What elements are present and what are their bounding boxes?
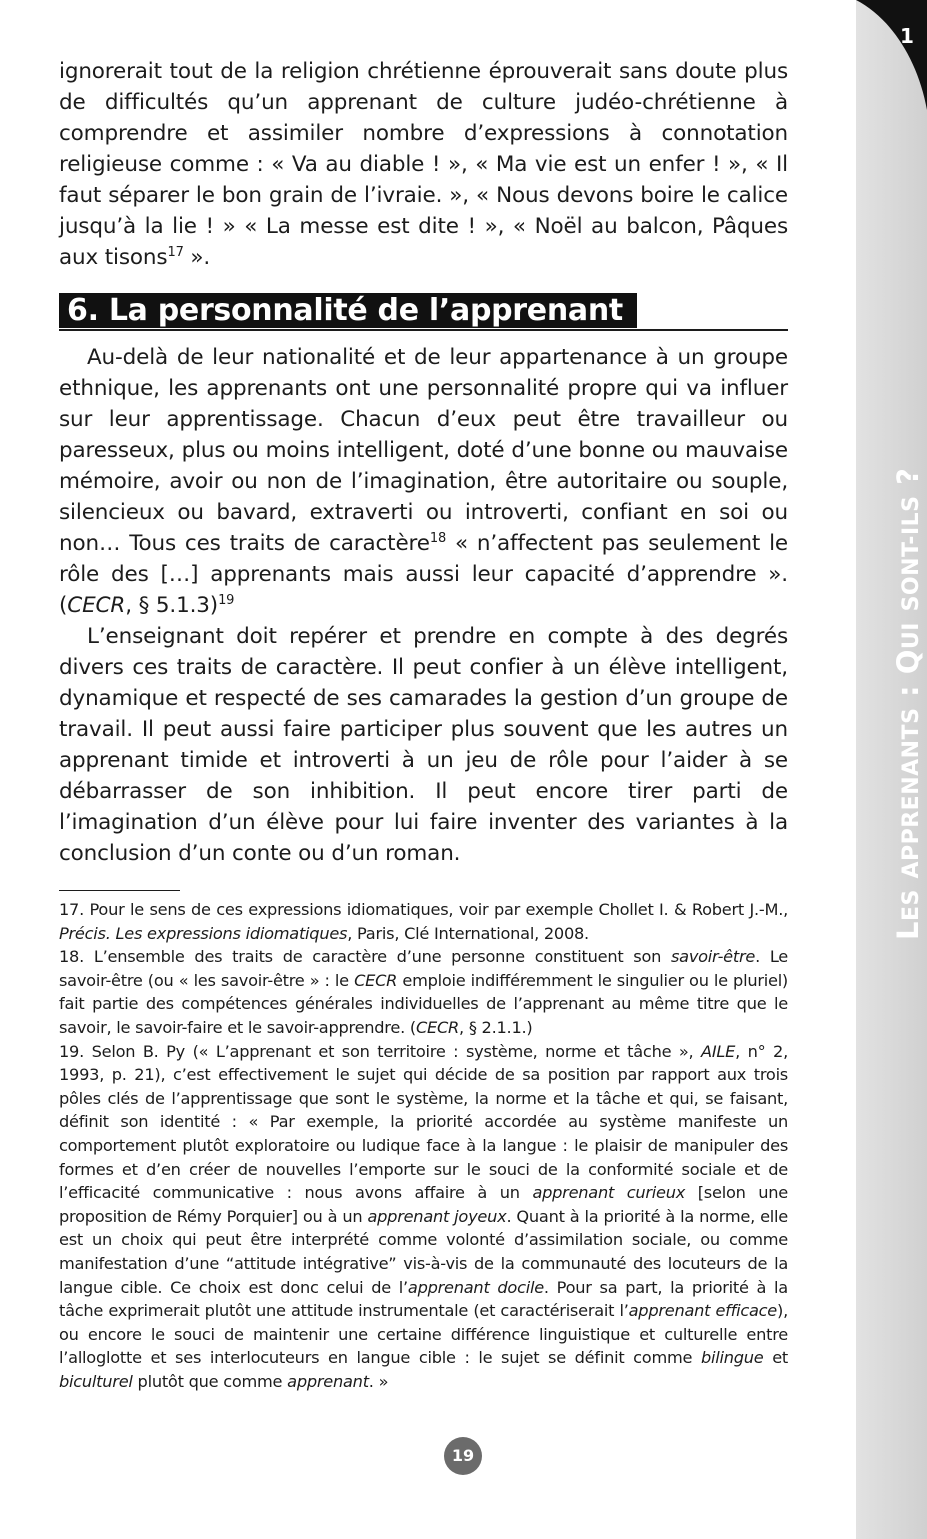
section-heading-bar [59, 293, 788, 331]
fn19-italic-8: apprenant [287, 1371, 369, 1391]
chapter-title-ui: UI [899, 622, 924, 650]
intro-paragraph [59, 56, 788, 273]
section-paragraph-2: L’enseignant doit repérer et prendre en compte à des degrés divers ces traits de caractère. Il peut confier à un élève intelligent, dynamique et respecté de ses camarades la gestion d’un groupe de travail. Il peut aussi faire participer plus souvent que les autres un apprenant timide et introverti à un jeu de rôle pour l’aider à se débarrasser de son inhibition. Il peut encore tirer parti de l’imagination d’un élève pour lui faire inventer des variantes à la conclusion d’un conte ou d’un roman. [59, 624, 788, 866]
footnote-19 [59, 1040, 788, 1394]
chapter-number: 1 [900, 24, 914, 48]
p1-text-2: « n’affectent pas seulement le rôle des […] apprenants mais aussi leur capacité d’apprendre ». ( [59, 531, 788, 618]
fn18-text-d: , § 2.1.1.) [459, 1017, 533, 1037]
fn17-text-b: , Paris, Clé International, 2008. [347, 923, 589, 943]
footnote-ref-18: 18 [429, 531, 447, 546]
chapter-title-initial-l: L [891, 921, 925, 940]
fn19-italic-7: biculturel [59, 1371, 133, 1391]
chapter-title-colon: : [891, 684, 925, 697]
fn18-text-c: emploie indifféremment le singulier ou le pluriel) fait partie des compétences générales individuelles de l’apprenant au même titre que le savoir, le savoir-faire et le savoir-apprendre. ( [59, 970, 789, 1037]
fn18-text-a: 18. L’ensemble des traits de caractère d’une personne constituent son [59, 947, 671, 967]
section-paragraph-1 [59, 342, 788, 621]
p1-text-3: , § 5.1.3) [125, 593, 219, 618]
chapter-title-sont-ils: SONT-ILS [899, 495, 924, 612]
fn19-text-h: plutôt que comme [132, 1371, 288, 1391]
chapter-title-question-mark: ? [891, 467, 925, 485]
footnote-17 [59, 898, 788, 945]
chapter-title-initial-q: Q [891, 649, 925, 675]
fn19-text-a: 19. Selon B. Py (« L’apprenant et son territoire : système, norme et tâche », [59, 1041, 702, 1061]
fn19-text-d: . Quant à la priorité à la norme, elle est un choix qui peut être interprété comme volonté d’assimilation sociale, ou comme manifestation d’une “attitude intégrative” vis-à-vis de la communauté des locuteurs de la langue cible. Ce choix est donc celui de l’ [59, 1206, 789, 1297]
fn19-text-i: . » [368, 1371, 389, 1391]
fn18-text-b: . Le savoir-être (ou « les savoir-être » : le [59, 947, 789, 990]
fn18-italic-1: savoir-être [670, 947, 756, 967]
fn17-text-a: 17. Pour le sens de ces expressions idiomatiques, voir par exemple Chollet I. & Robert J.-M., [59, 900, 788, 919]
fn19-italic-5: apprenant efficace [628, 1301, 778, 1321]
fn17-title: Précis. Les expressions idiomatiques [59, 923, 348, 943]
chapter-corner-tab [856, 0, 927, 110]
fn19-italic-2: apprenant curieux [532, 1183, 686, 1203]
p1-text-1: Au-delà de leur nationalité et de leur appartenance à un groupe ethnique, les apprenants ont une personnalité propre qui va influer sur leur apprentissage. Chacun d’eux peut être travailleur ou paresseux, plus ou moins intelligent, doté d’une bonne ou mauvaise mémoire, avoir ou non de l’imagination, être autoritaire ou souple, silencieux ou bavard, extraverti ou introverti, confiant en soi ou non… Tous ces traits de caractère [59, 345, 788, 556]
fn19-italic-3: apprenant joyeux [367, 1206, 507, 1226]
footnote-ref-17: 17 [167, 245, 184, 260]
fn18-italic-3: CECR [415, 1017, 460, 1037]
fn19-text-e: . Pour sa part, la priorité à la tâche exprimerait plutôt une attitude instrumentale (et caractériserait l’ [59, 1277, 788, 1321]
chapter-title-vertical [891, 468, 925, 940]
footnote-ref-19: 19 [218, 593, 235, 608]
fn19-italic-6: bilingue [700, 1348, 764, 1368]
intro-end: ». [183, 245, 211, 270]
page-number: 19 [444, 1437, 482, 1475]
footnote-18 [59, 945, 788, 1039]
section-body [59, 342, 788, 869]
fn19-text-b: , n° 2, 1993, p. 21), c’est effectivement le sujet qui décide de sa position par rapport aux trois pôles clés de l’apprentissage que sont le système, la norme et la tâche et qui, se faisant, définit son identité : « Par exemple, la priorité accordée au système manifeste un comportement plutôt exploratoire ou ludique face à la langue : le plaisir de manipuler des formes et d’en créer de nouvelles l’emporte sur le souci de la conformité sociale et de l’efficacité communicative : nous avons affaire à un [59, 1041, 788, 1203]
p1-cecr: CECR [67, 593, 126, 618]
fn19-text-f: ), ou encore le souci de maintenir une certaine différence linguistique et culturelle entre l’alloglotte et ses interlocuteurs en langue cible : le sujet se définit comme [59, 1301, 788, 1368]
footnote-rule [59, 890, 180, 891]
footnotes [59, 898, 788, 1393]
fn19-italic-1: AILE [701, 1041, 736, 1061]
section-heading: 6. La personnalité de l’apprenant [59, 293, 637, 328]
corner-tab-shape [856, 0, 927, 110]
fn19-text-g: et [763, 1348, 788, 1368]
chapter-title-apprenants: APPRENANTS [899, 707, 924, 879]
chapter-title-es: ES [899, 889, 924, 922]
fn19-text-c: [selon une proposition de Rémy Porquier] ou à un [59, 1183, 788, 1226]
intro-text: ignorerait tout de la religion chrétienne éprouverait sans doute plus de difficultés qu’un apprenant de culture judéo-chrétienne à comprendre et assimiler nombre d’expressions à connotation religieuse comme : « Va au diable ! », « Ma vie est un enfer ! », « Il faut séparer le bon grain de l’ivraie. », « Nous devons boire le calice jusqu’à la lie ! » « La messe est dite ! », « Noël au balcon, Pâques aux tisons [59, 59, 788, 270]
fn19-italic-4: apprenant docile [407, 1277, 544, 1297]
fn18-italic-2: CECR [354, 970, 398, 990]
